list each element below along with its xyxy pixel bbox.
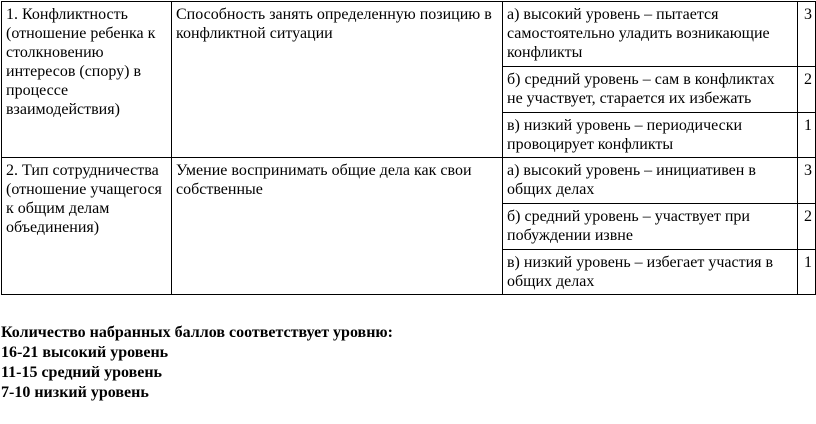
criterion-cell: 1. Конфликтность (отношение ребенка к столкновению интересов (спору) в процессе взаимодействия) (2, 2, 172, 158)
table-row (2, 2, 816, 67)
score-cell: 1 (798, 113, 816, 158)
criterion-cell: 2. Тип сотрудничества (отношение учащегося к общим делам объединения) (2, 158, 172, 295)
level-cell: а) высокий уровень – пытается самостоятельно уладить возникающие конфликты (503, 2, 798, 67)
score-cell: 2 (798, 67, 816, 113)
level-cell: б) средний уровень – сам в конфликтах не участвует, старается их избежать (503, 67, 798, 113)
score-cell: 3 (798, 2, 816, 67)
level-cell: б) средний уровень – участвует при побуждении извне (503, 204, 798, 250)
table-row (2, 158, 816, 204)
score-cell: 3 (798, 158, 816, 204)
level-cell: в) низкий уровень – избегает участия в общих делах (503, 250, 798, 295)
level-cell: в) низкий уровень – периодически провоцирует конфликты (503, 113, 798, 158)
summary-level-high: 16-21 высокий уровень (1, 344, 169, 361)
summary-heading: Количество набранных баллов соответствует уровню: (1, 324, 393, 341)
score-cell: 1 (798, 250, 816, 295)
score-cell: 2 (798, 204, 816, 250)
criteria-table (1, 1, 816, 295)
summary-level-medium: 11-15 средний уровень (1, 364, 163, 381)
indicator-cell: Умение воспринимать общие дела как свои собственные (172, 158, 503, 295)
indicator-cell: Способность занять определенную позицию в конфликтной ситуации (172, 2, 503, 158)
summary-level-low: 7-10 низкий уровень (1, 384, 149, 401)
level-cell: а) высокий уровень – инициативен в общих делах (503, 158, 798, 204)
score-summary (1, 323, 393, 403)
